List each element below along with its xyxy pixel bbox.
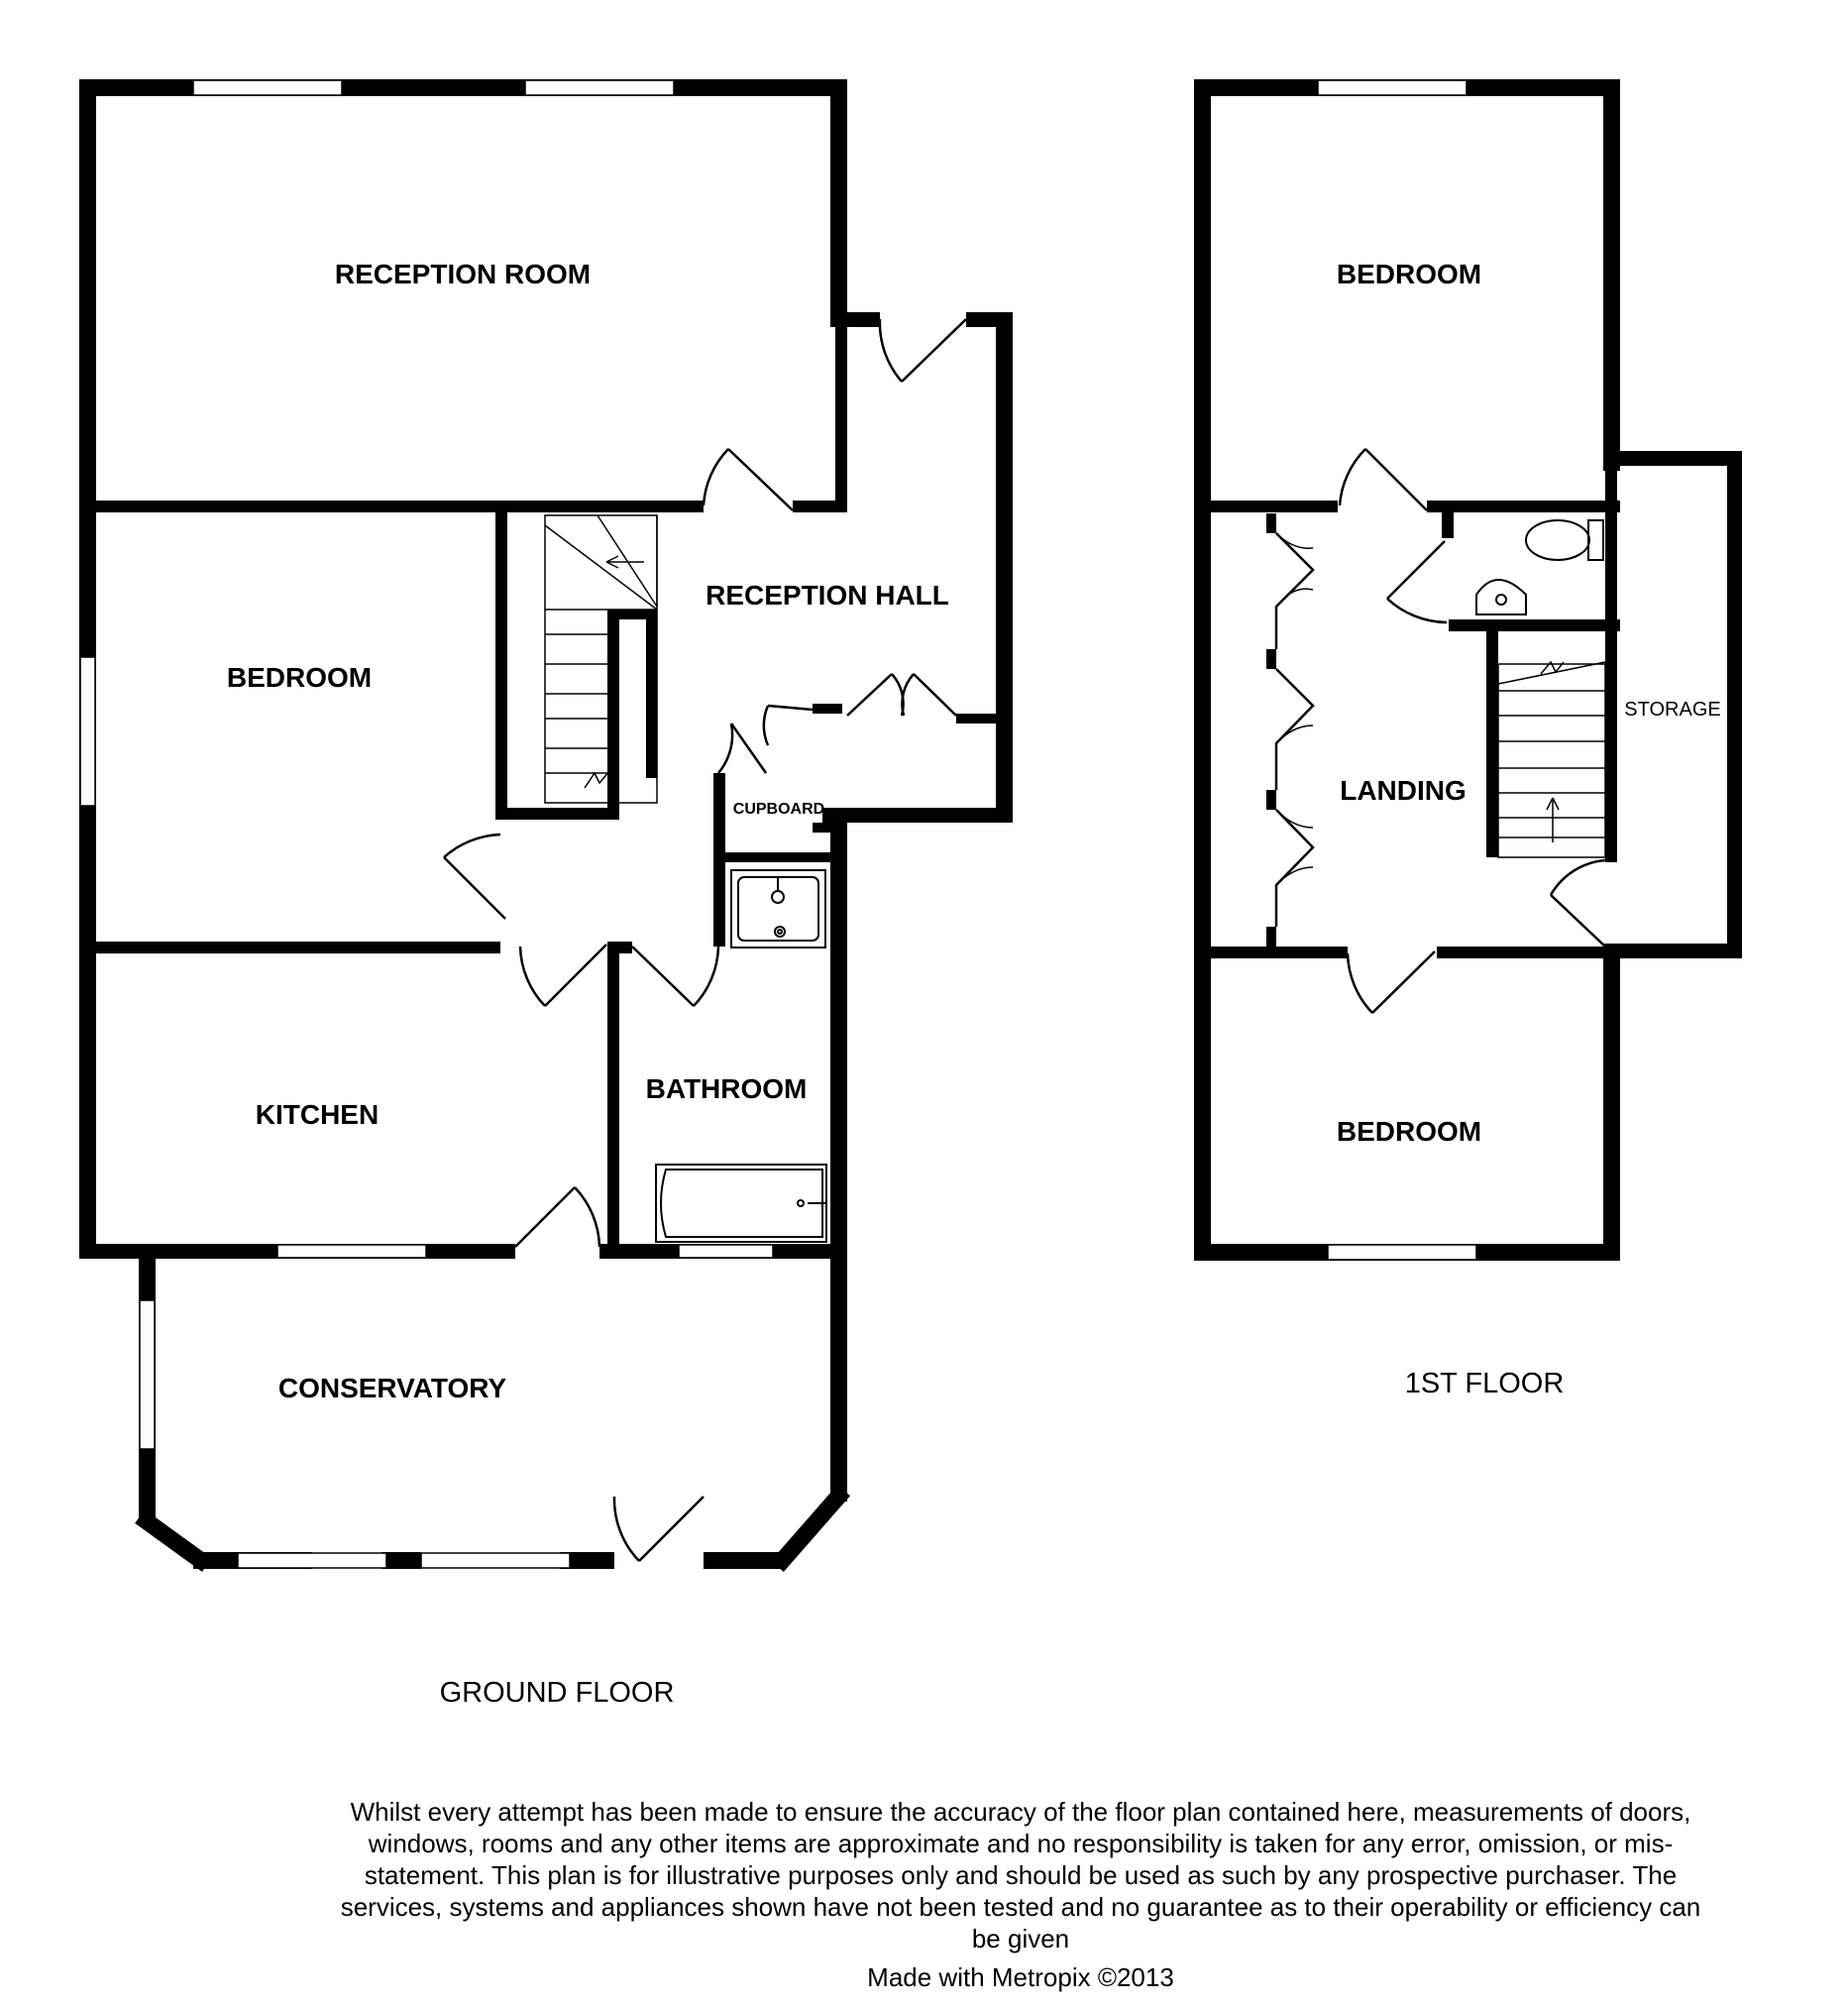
label-cupboard: CUPBOARD	[732, 801, 825, 818]
first-floor-staircase	[1498, 662, 1605, 857]
wc-fittings	[1476, 520, 1603, 614]
label-reception-room: RECEPTION ROOM	[334, 259, 592, 289]
credit-text: Made with Metropix ©2013	[867, 1962, 1174, 1992]
ground-floor-internal-walls	[79, 327, 1001, 1249]
label-kitchen: KITCHEN	[255, 1099, 380, 1130]
label-ground-bedroom: BEDROOM	[226, 662, 373, 693]
ground-floor-staircase	[545, 515, 657, 803]
label-landing: LANDING	[1340, 775, 1467, 806]
first-floor-doors	[1276, 449, 1605, 1013]
label-first-bedroom-bottom: BEDROOM	[1336, 1116, 1482, 1147]
ground-floor-windows	[80, 80, 773, 1568]
disclaimer-text: Whilst every attempt has been made to ensure the accuracy of the floor plan contained here, measurements of doors, windows, rooms and any other items are approximate and no responsibility is taken for any error, omission, or mis-statement. This plan is for illustrative purposes only and should be used as such by any prospective purchaser. The services, systems and appliances shown have not been tested and no guarantee as to their operability or efficiency can be given	[340, 1797, 1701, 1953]
ground-floor-walls	[79, 79, 1013, 1569]
label-first-bedroom-top: BEDROOM	[1336, 259, 1482, 289]
label-storage: STORAGE	[1624, 699, 1721, 721]
ground-floor-plan	[79, 79, 1013, 1569]
label-bathroom: BATHROOM	[645, 1073, 808, 1104]
conservatory-bay-corners	[147, 1497, 838, 1560]
label-reception-hall: RECEPTION HALL	[706, 580, 949, 611]
first-floor-title: 1ST FLOOR	[1404, 1368, 1565, 1399]
ground-floor-title: GROUND FLOOR	[439, 1677, 675, 1709]
first-floor-windows	[1318, 80, 1476, 1260]
first-floor-plan	[1194, 79, 1742, 1261]
label-conservatory: CONSERVATORY	[277, 1373, 507, 1403]
bathroom-fittings	[656, 870, 827, 1242]
